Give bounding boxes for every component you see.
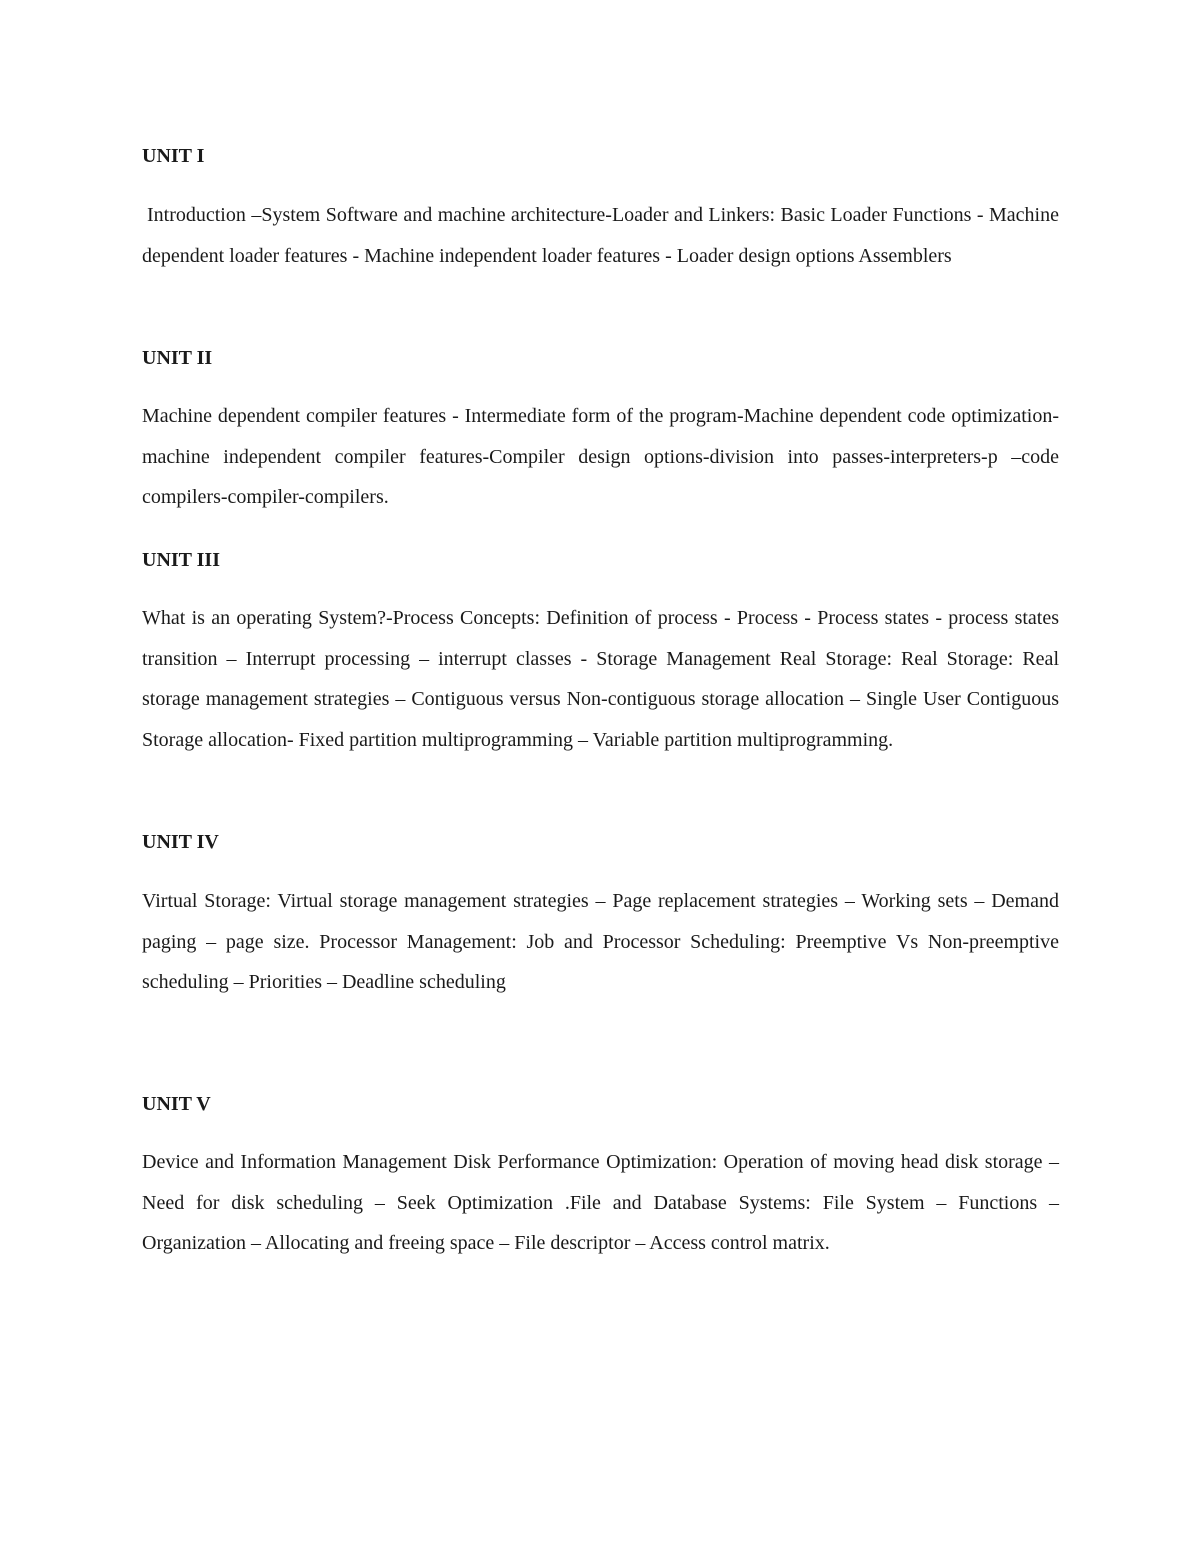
unit-4-body: Virtual Storage: Virtual storage management strategies – Page replacement strategies – Working sets – Demand paging – page size. Processor Management: Job and Processor Scheduling: Preemptive Vs Non-preemptive scheduling – Priorities – Deadline scheduling bbox=[142, 890, 1059, 994]
unit-4-heading: UNIT IV bbox=[142, 831, 219, 853]
unit-3-heading: UNIT III bbox=[142, 549, 220, 571]
unit-5-body: Device and Information Management Disk Performance Optimization: Operation of moving head disk storage – Need for disk scheduling – Seek Optimization .File and Database Systems: File System – Functions – Organization – Allocating and freeing space – File descriptor – Access control matrix. bbox=[142, 1151, 1059, 1255]
unit-2-body: Machine dependent compiler features - Intermediate form of the program-Machine dependent code optimization-machine independent compiler features-Compiler design options-division into passes-interpreters-p –code compilers-compiler-compilers. bbox=[142, 405, 1059, 509]
unit-1-body: Introduction –System Software and machine architecture-Loader and Linkers: Basic Loader Functions - Machine dependent loader features - Machine independent loader features - Loader design options Assemblers bbox=[142, 204, 1059, 267]
unit-1-heading: UNIT I bbox=[142, 145, 205, 167]
unit-2-heading: UNIT II bbox=[142, 347, 213, 369]
unit-3-body: What is an operating System?-Process Concepts: Definition of process - Process - Process states - process states transition – Interrupt processing – interrupt classes - Storage Management Real Storage: Real Storage: Real storage management strategies – Contiguous versus Non-contiguous storage allocation – Single User Contiguous Storage allocation- Fixed partition multiprogramming – Variable partition multiprogramming. bbox=[142, 607, 1059, 752]
unit-5-heading: UNIT V bbox=[142, 1093, 211, 1115]
